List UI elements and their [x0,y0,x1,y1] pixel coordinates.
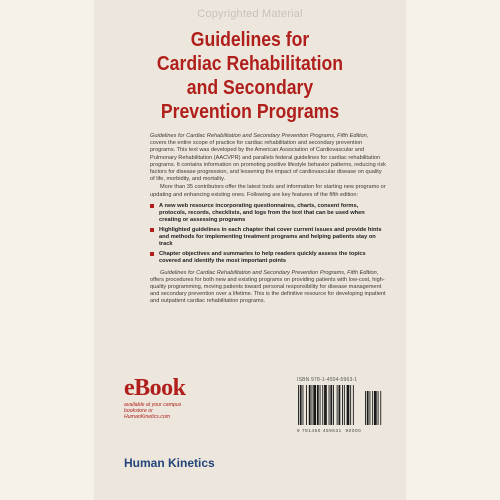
feature-item [150,227,386,248]
publisher-name: Human Kinetics [124,456,215,470]
isbn-text: ISBN 978-1-4504-5963-1 [297,377,358,383]
book-title-italic: Guidelines for Cardiac Rehabilitation and Secondary Prevention Programs, Fifth Edition, [150,133,369,139]
ebook-badge [124,375,194,421]
title-line-4: Prevention Programs [160,100,340,123]
blurb-paragraph-1 [150,133,386,183]
feature-list [150,203,386,266]
ebook-availability-note: available at your campus bookstore or HumanKinetics.com [124,402,182,421]
square-bullet-icon [150,252,154,256]
blurb-paragraph-3-text: offers procedures for both new and existing programs on providing patients with low-cost, high-quality programming, moving patients toward personal responsibility for disease management and secondary prevention over a lifetime. This is the definitive resource for developing inpatient and outpatient cardiac rehabilitation programs. [150,276,386,305]
barcode-numbers [297,428,385,433]
blurb-paragraph-1-text: covers the entire scope of practice for cardiac rehabilitation and secondary prevention programs. This text was developed by the American Association of Cardiovascular and Pulmonary Rehabilitation (AACVPR) and parallels federal guidelines for cardiac rehabilitation programs. It contains information on promoting positive lifestyle behavior patterns, reducing risk factors for disease progression, and lessening the impact of cardiovascular disease on quality of life, morbidity, and mortality. [150,140,386,183]
back-cover-blurb [150,133,386,307]
feature-text: Highlighted guidelines in each chapter that cover current issues and provide hints and methods for implementing treatment programs and helping patients stay on track [159,227,382,248]
title-line-2: Cardiac Rehabilitation [156,52,344,75]
square-bullet-icon [150,204,154,208]
barcode-price-digits: 90000 [345,428,362,433]
book-title-italic: Guidelines for Cardiac Rehabilitation and Secondary Prevention Programs, Fifth Edition, [160,269,379,276]
title-line-3: and Secondary [186,76,314,99]
ebook-logo: eBook [124,375,186,401]
barcode-block [297,377,385,433]
feature-text: A new web resource incorporating questionnaires, charts, consent forms, protocols, records, checklists, and logs from the text that can be used when creating or assessing programs [159,202,365,224]
blurb-paragraph-2-text: More than 35 contributors offer the latest tools and information for starting new programs or updating and enhancing existing ones. Following are key features of the fifth edition: [150,184,386,198]
square-bullet-icon [150,228,154,232]
feature-item [150,203,386,224]
barcode-digits: 9 781450 459631 [297,428,342,433]
copyright-watermark: Copyrighted Material [197,8,303,20]
feature-item [150,251,386,265]
book-title [117,28,384,124]
title-line-1: Guidelines for [190,28,310,51]
blurb-paragraph-2 [150,184,386,198]
blurb-paragraph-3 [150,270,386,306]
barcode-icon [297,385,385,427]
feature-text: Chapter objectives and summaries to help readers quickly assess the topics covered and identify the most important points [159,251,366,265]
